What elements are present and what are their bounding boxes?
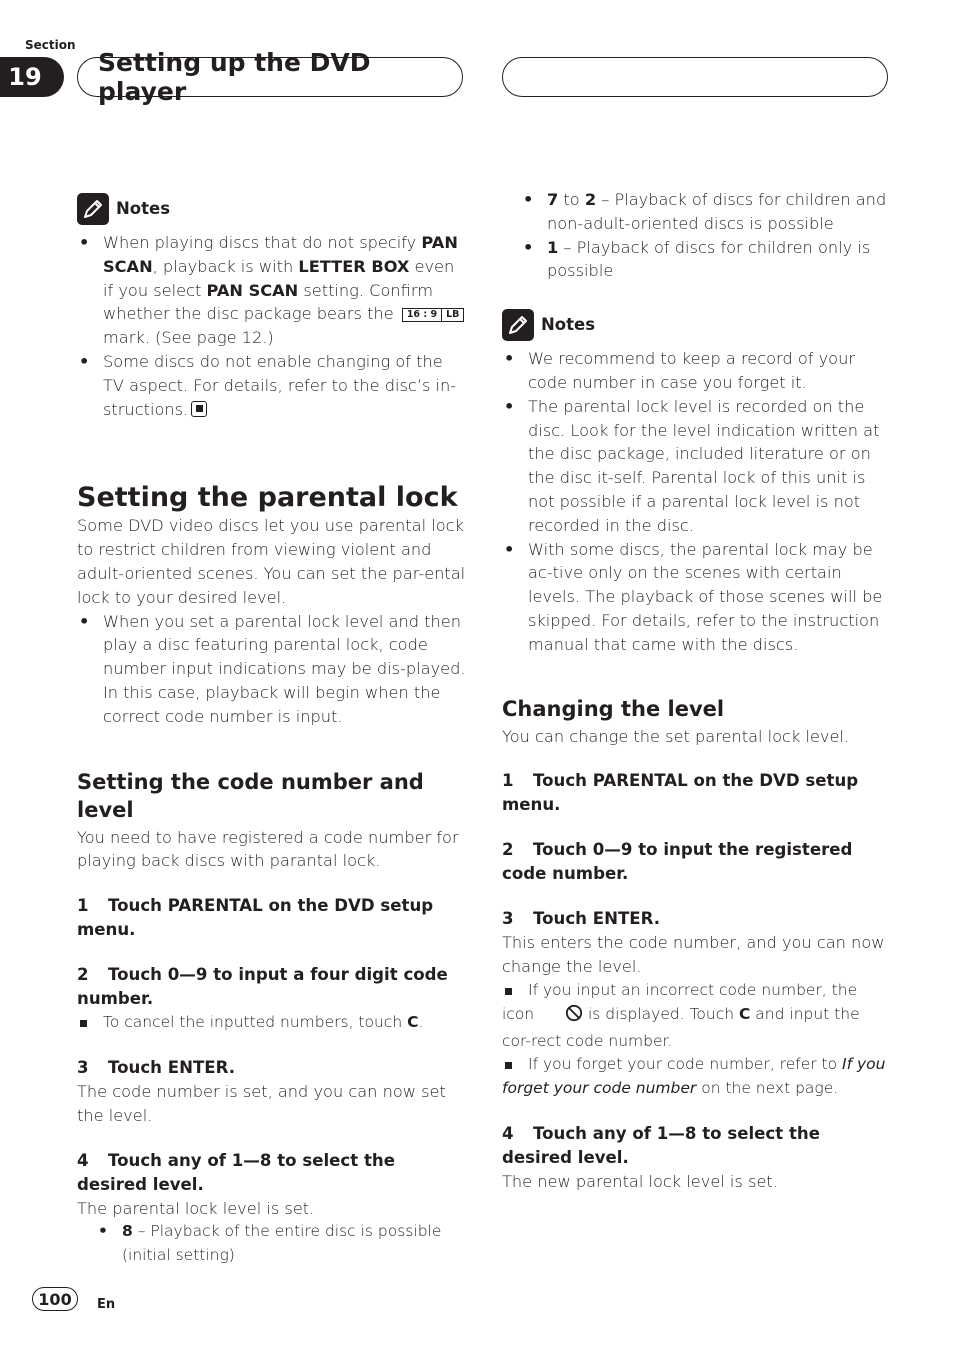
intro-bullets [77,610,467,729]
step-4-body: The new parental lock level is set. [502,1171,778,1191]
step-3-notes [502,979,892,1101]
step-2: 2 Touch 0—9 to input a four digit code number. [77,965,448,1009]
step-4-body: The parental lock level is set. [77,1198,315,1218]
notes-label: Notes [116,199,171,219]
list-item: • 1 – Playback of discs for children only is possible [502,236,892,284]
notes-list [502,347,892,656]
list-item: • When you set a parental lock level and then play a disc featuring parental lock, code number input indications may be dis-played. In this case, playback will begin when the correct code number is input. [77,610,467,729]
list-item: • When playing discs that do not specify PAN SCAN, playback is with LETTER BOX even if you select PAN SCAN setting. Confirm whether the disc package bears the 16 : 9 LB mark. (See page 12.) [77,231,467,350]
sub-intro: You can change the set parental lock level. [502,726,850,746]
aspect-mark: 16 : 9 LB [402,308,465,322]
step-3-body: This enters the code number, and you can now change the level. [502,933,885,977]
step-2: 2 Touch 0—9 to input the registered code number. [502,840,853,884]
right-column [502,188,892,1194]
list-item: If you forget your code number, refer to If you forget your code number on the next page. [502,1053,892,1101]
section-label: Section [25,38,76,52]
step-1: 1 Touch PARENTAL on the DVD setup menu. [502,771,859,815]
left-column [77,193,467,1268]
end-mark-icon [191,401,207,417]
section-number: 19 [0,57,64,97]
step-3: 3 Touch ENTER. [502,909,661,929]
step-1: 1 Touch PARENTAL on the DVD setup menu. [77,896,434,940]
list-item: • With some discs, the parental lock may be ac-tive only on the scenes with certain levels. The playback of those scenes will be skipped. For details, refer to the instruction manual that came with the discs. [502,538,892,657]
step-3-body: The code number is set, and you can now set the level. [77,1081,446,1125]
section-title: Setting up the DVD player [77,57,463,97]
notes-label: Notes [541,315,596,335]
list-item: • We recommend to keep a record of your code number in case you forget it. [502,347,892,395]
step-2-notes [77,1011,467,1035]
header-blank-tab [502,57,888,97]
list-item: If you input an incorrect code number, the icon is displayed. Touch C and input the cor-rect code number. [502,979,892,1053]
step-3: 3 Touch ENTER. [77,1057,236,1077]
language-code: En [97,1297,116,1312]
step-4: 4 Touch any of 1—8 to select the desired level. [502,1123,820,1167]
page-heading: Setting the parental lock [77,482,458,514]
pencil-icon [502,309,534,341]
list-item: • 7 to 2 – Playback of discs for children and non-adult-oriented discs is possible [502,188,892,236]
prohibited-icon [539,1004,583,1030]
list-item: • The parental lock level is recorded on the disc. Look for the level indication written at the disc package, included literature or on the disc it-self. Parental lock of this unit is not possible if a parental lock level is not recorded in the disc. [502,395,892,538]
step-4: 4 Touch any of 1—8 to select the desired level. [77,1150,395,1194]
subheading-code-number: Setting the code number and level [77,769,424,822]
notes-header [77,193,467,225]
list-item: • 8 – Playback of the entire disc is possible (initial setting) [77,1220,467,1268]
pencil-icon [77,193,109,225]
list-item: • Some discs do not enable changing of the TV aspect. For details, refer to the disc’s in-structions. [77,350,467,421]
intro-paragraph: Some DVD video discs let you use parental lock to restrict children from viewing violent and adult-oriented scenes. You can set the par-ental lock to your desired level. [77,516,466,607]
level-list-continued [502,188,892,283]
subheading-changing-level: Changing the level [502,696,725,721]
list-item: To cancel the inputted numbers, touch C. [77,1011,467,1035]
level-list [77,1220,467,1268]
sub-intro: You need to have registered a code number for playing back discs with parantal lock. [77,827,459,871]
notes-list [77,231,467,421]
notes-header [502,309,892,341]
page-number: 100 [32,1287,78,1311]
